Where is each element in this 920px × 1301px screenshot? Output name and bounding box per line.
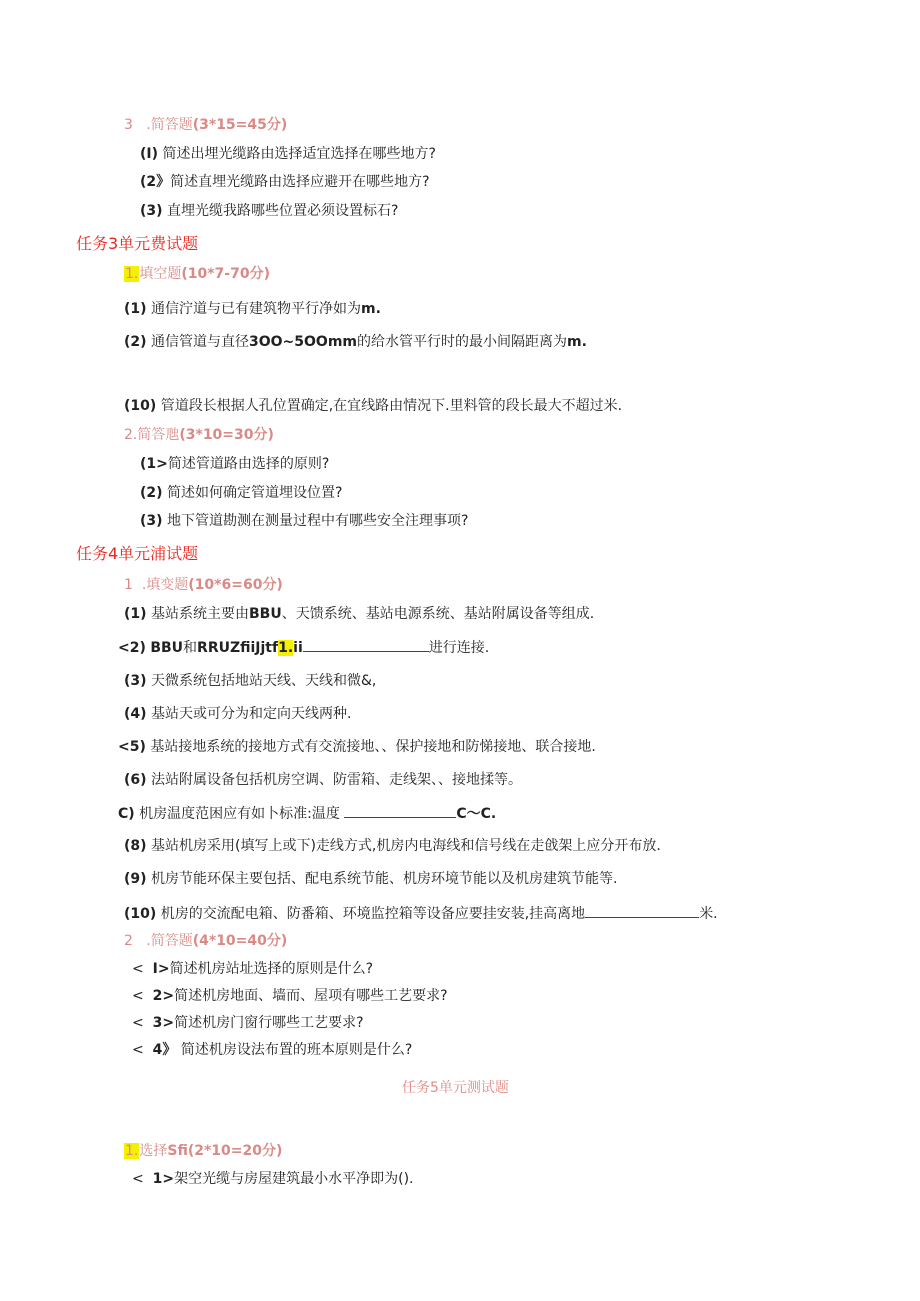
t4-q2-item-1: < I>简述机房站址选择的原则是什么? xyxy=(132,961,374,977)
t4-q2-item-3: < 3>简述机房门窗行哪些工艺要求? xyxy=(132,1015,364,1031)
t4-fill-8: (8) 基站机房采用(填写上或下)走线方式,机房内电海线和信号线在走戗架上应分开布放. xyxy=(124,838,661,854)
t4-fill-1: (1) 基站系统主要由BBU、天馈系统、基站电源系统、基站附属设备等组成. xyxy=(124,606,595,622)
t2-q3-heading: 3 .简答题(3*15=45分) xyxy=(124,117,288,133)
t3-q2-heading: 2.简答虺(3*10=30分) xyxy=(124,427,274,443)
t2-q3-item-3: (3) 直埋光缆我路哪些位置必须设置标石? xyxy=(140,203,399,219)
t5-q1-heading: 1.选择Sfi(2*10=20分) xyxy=(125,1143,283,1159)
t4-fill-9: (9) 机房节能环保主要包括、配电系统节能、机房环境节能以及机房建筑节能等. xyxy=(124,871,618,887)
t3-q1-heading: 1.填空题(10*7-70分) xyxy=(125,266,270,282)
t4-fill-10: (10) 机房的交流配电箱、防番箱、环境监控箱等设备应要挂安装,挂高离地 米. xyxy=(124,906,718,922)
t4-fill-4: (4) 基站天或可分为和定向天线两种. xyxy=(124,706,352,722)
t4-q1-heading: 1 .填变题(10*6=60分) xyxy=(124,577,283,593)
t4-fill-5: <5) 基站接地系统的接地方式有交流接地、、保护接地和防悌接地、联合接地. xyxy=(118,739,596,755)
t5-item-1: < 1>架空光缆与房屋建筑最小水平净即为(). xyxy=(132,1171,414,1187)
t2-q3-item-2: (2》简述直埋光缆路由选择应避开在哪些地方? xyxy=(140,174,430,190)
t3-fill-1: (1) 通信泞道与已有建筑物平行净如为m. xyxy=(124,301,381,317)
t4-fill-3: (3) 天微系统包括地站天线、天线和微&, xyxy=(124,673,377,689)
t5-title: 任务5单元测试题 xyxy=(402,1080,509,1096)
t3-fill-10: (10) 管道段长根据人孔位置确定,在宜线路由情况下.里料管的段长最大不超过米. xyxy=(124,398,623,414)
t4-q2-heading: 2 .简答题(4*10=40分) xyxy=(124,933,288,949)
t3-title: 任务3单元费试题 xyxy=(76,234,199,253)
t4-q2-item-4: < 4》 简述机房设法布置的班本原则是什么? xyxy=(132,1042,413,1058)
t4-fill-2: <2) BBU和RRUZfiiJjtf1.ii 进行连接. xyxy=(118,640,490,656)
t4-fill-7: C) 机房温度范困应有如卜标准:温度 C〜C. xyxy=(118,806,497,822)
t3-q2-item-1: (1>简述管道路由选择的原则? xyxy=(140,456,330,472)
answer-blank xyxy=(585,904,699,918)
t4-q2-item-2: < 2>简述机房地面、墙而、屋项有哪些工艺要求? xyxy=(132,988,448,1004)
t3-fill-2: (2) 通信管道与直径3OO~5OOmm的给水管平行时的最小间隔距离为m. xyxy=(124,334,587,350)
t3-q2-item-3: (3) 地下管道勘测在测量过程中有哪些安全注理事项? xyxy=(140,513,469,529)
t4-title: 任务4单元浦试题 xyxy=(76,544,199,563)
answer-blank xyxy=(303,638,429,652)
t4-fill-6: (6) 法站附属设备包括机房空调、防雷箱、走线架、、接地揉等。 xyxy=(124,772,522,788)
t3-q2-item-2: (2) 简述如何确定管道埋设位置? xyxy=(140,485,343,501)
t2-q3-item-1: (I) 简述出埋光缆路由选择适宜选择在哪些地方? xyxy=(140,146,436,162)
answer-blank xyxy=(344,804,456,818)
